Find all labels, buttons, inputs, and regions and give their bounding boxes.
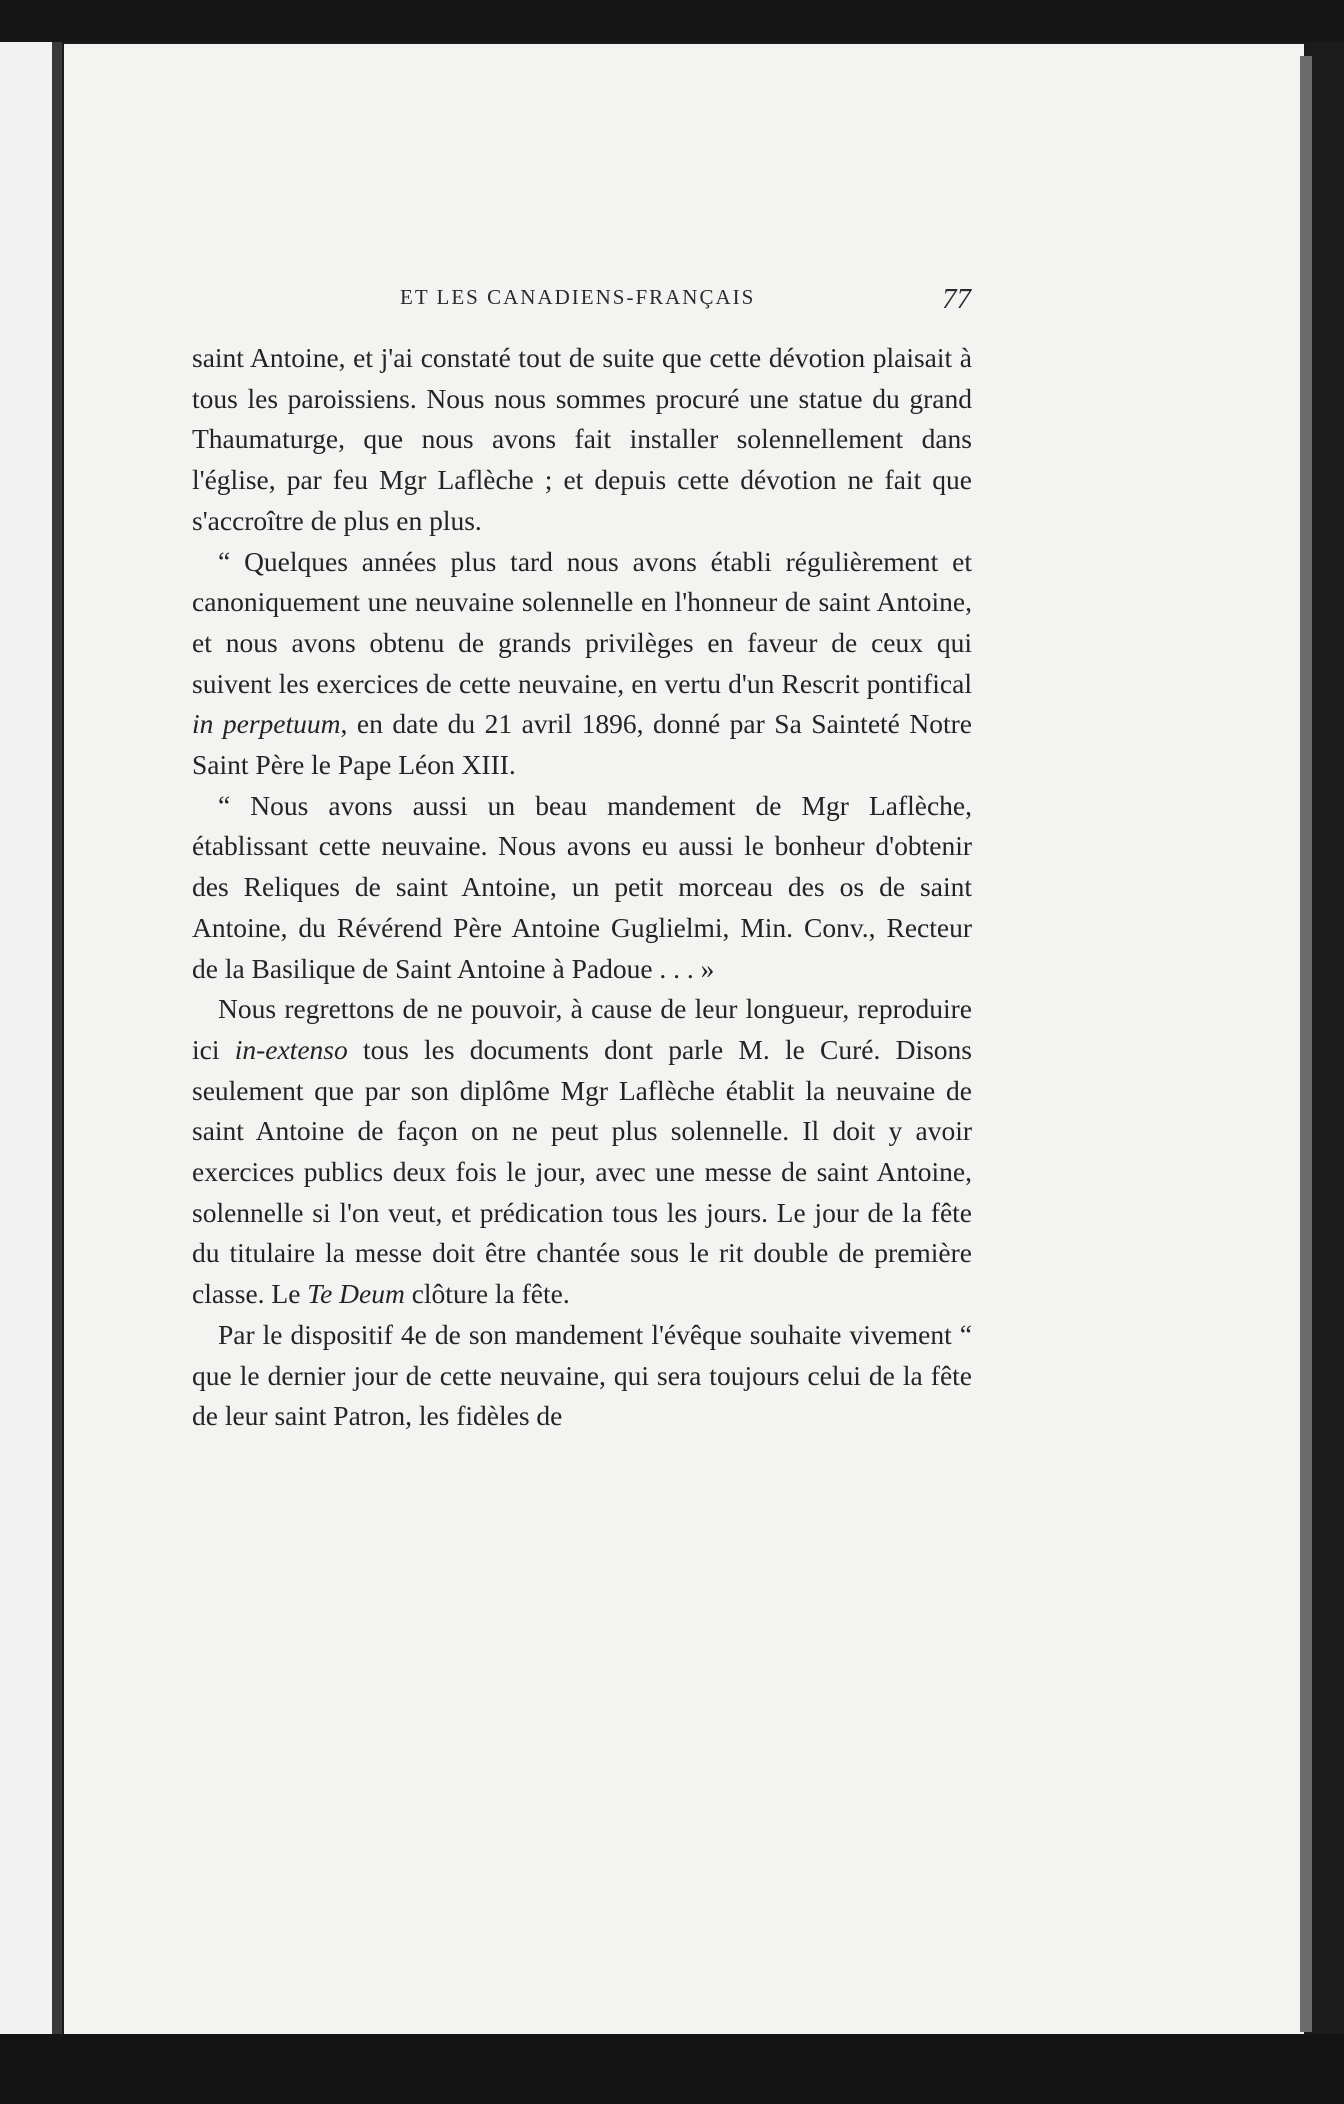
page-edge-shadow	[1300, 56, 1312, 2032]
italic-phrase: in perpetuum	[192, 708, 341, 740]
scan-bottom-edge	[0, 2034, 1344, 2104]
text-run: “ Quelques années plus tard nous avons établi régulièrement et canoniquement une neuvaine solennelle en l'honneur de saint Antoine, et nous avons obtenu de grands privilèges en faveur de ceux qui suivent les exercices de cette neuvaine, en vertu d'un Rescrit pontifical	[192, 545, 972, 699]
paragraph-p5	[192, 1315, 972, 1437]
text-run: saint Antoine, et j'ai constaté tout de suite que cette dévotion plaisait à tous les paroissiens. Nous nous sommes procuré une statue du grand Thaumaturge, que nous avons fait installer solennellement dans l'église, par feu Mgr Laflèche ; et depuis cette dévotion ne fait que s'accroître de plus en plus.	[192, 342, 972, 536]
page-number: 77	[942, 283, 971, 315]
text-run: “ Nous avons aussi un beau mandement de Mgr Laflèche, établissant cette neuvaine. Nous avons eu aussi le bonheur d'obtenir des Reliques de saint Antoine, un petit morceau des os de saint Antoine, du Révérend Père Antoine Guglielmi, Min. Conv., Recteur de la Basilique de Saint Antoine à Padoue . . . »	[192, 789, 972, 984]
body-text	[192, 338, 972, 1437]
running-head: ET LES CANADIENS-FRANÇAIS	[400, 285, 756, 309]
italic-phrase: in-extenso	[234, 1033, 348, 1065]
text-run: , en date du 21 avril 1896, donné par Sa Sainteté Notre Saint Père le Pape Léon XIII.	[192, 708, 972, 781]
italic-phrase: Te Deum	[307, 1278, 405, 1310]
scan-top-edge	[0, 0, 1344, 42]
text-run: Par le dispositif 4e de son mandement l'évêque souhaite vivement “ que le dernier jour de cette neuvaine, qui sera toujours celui de la fête de leur saint Patron, les fidèles de	[192, 1318, 972, 1432]
paragraph-p2	[192, 542, 972, 786]
gutter-shadow	[52, 42, 62, 2034]
scan-right-edge	[1312, 42, 1344, 2034]
text-run: tous les documents dont parle M. le Curé. Disons seulement que par son diplôme Mgr Laflèche établit la neuvaine de saint Antoine de façon on ne peut plus solennelle. Il doit y avoir exercices publics deux fois le jour, avec une messe de saint Antoine, solennelle si l'on veut, et prédication tous les jours. Le jour de la fête du titulaire la messe doit être chantée sous le rit double de première classe. Le	[192, 1033, 972, 1310]
text-run: clôture la fête.	[404, 1278, 570, 1310]
facing-page-edge	[0, 42, 60, 2034]
paragraph-p3	[192, 786, 972, 990]
paragraph-p1	[192, 338, 972, 542]
text-run: Nous regrettons de ne pouvoir, à cause de leur longueur, reproduire ici	[192, 993, 972, 1065]
paragraph-p4	[192, 989, 972, 1315]
